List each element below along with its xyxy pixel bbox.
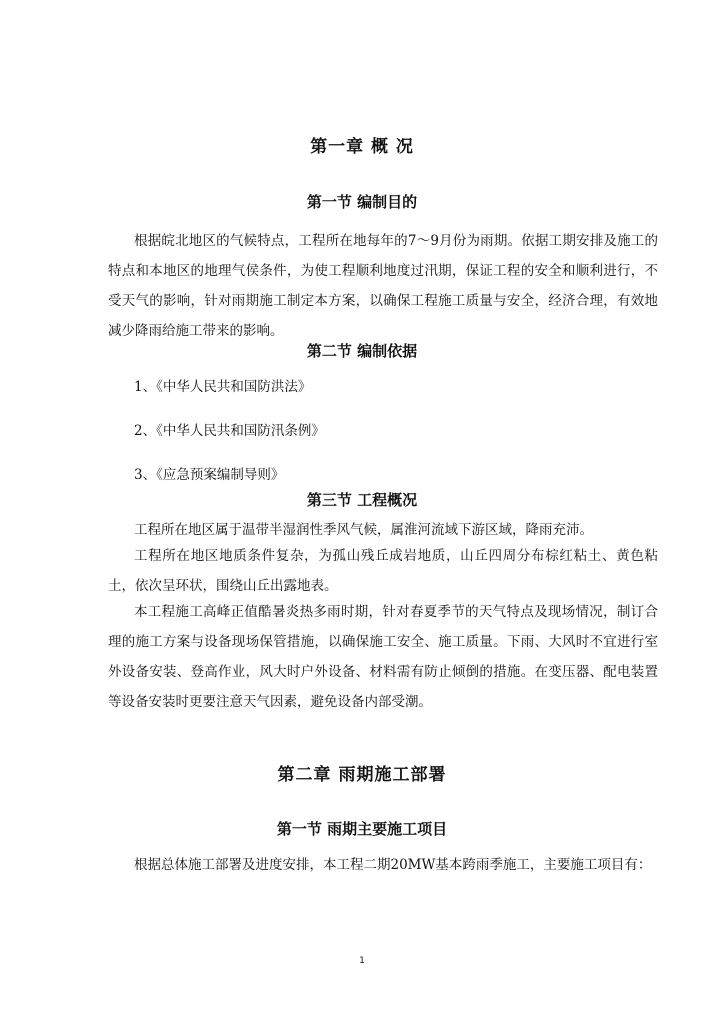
chapter-1-section-2-title: 第二节 编制依据 <box>306 342 418 360</box>
basis-item-1: 1、《中华人民共和国防洪法》 <box>134 379 312 395</box>
chapter-1-section-1-title: 第一节 编制目的 <box>306 193 418 211</box>
chapter-1-title: 第一章 概 况 <box>310 137 414 157</box>
page-number: 1 <box>359 956 365 966</box>
section-1-paragraph: 根据皖北地区的气候特点，工程所在地每年的7～9月份为雨期。依据工期安排及施工的特点和本地区的地理气侯条件，为使工程顺利地度过汛期，保证工程的安全和顺利进行，不受天气的影响，针对雨期施工制定本方案，以确保工程施工质量与安全，经济合理，有效地减少降雨给施工带来的影响。 <box>108 233 658 339</box>
chapter-2-title: 第二章 雨期施工部署 <box>277 765 447 785</box>
overview-paragraph-2: 工程所在地区地质条件复杂，为孤山残丘成岩地质，山丘四周分布棕红粘土、黄色粘土，依次呈环状，围绕山丘出露地表。 <box>108 548 658 594</box>
basis-item-2: 2、《中华人民共和国防汛条例》 <box>134 423 325 439</box>
overview-paragraph-1: 工程所在地区属于温带半湿润性季风气候，属淮河流域下游区域，降雨充沛。 <box>134 522 593 538</box>
chapter-2-section-1-title: 第一节 雨期主要施工项目 <box>276 820 448 838</box>
overview-paragraph-3: 本工程施工高峰正值酷暑炎热多雨时期，针对春夏季节的天气特点及现场情况，制订合理的施工方案与设备现场保管措施，以确保施工安全、施工质量。下雨、大风时不宜进行室外设备安装、登高作业，风大时户外设备、材料需有防止倾倒的措施。在变压器、配电装置等设备安装时更要注意天气因素，避免设备内部受潮。 <box>108 604 658 710</box>
basis-item-3: 3、《应急预案编制导则》 <box>134 467 285 483</box>
chapter-1-section-3-title: 第三节 工程概况 <box>306 491 418 509</box>
chapter-2-paragraph: 根据总体施工部署及进度安排，本工程二期20MW基本跨雨季施工，主要施工项目有： <box>134 857 652 873</box>
